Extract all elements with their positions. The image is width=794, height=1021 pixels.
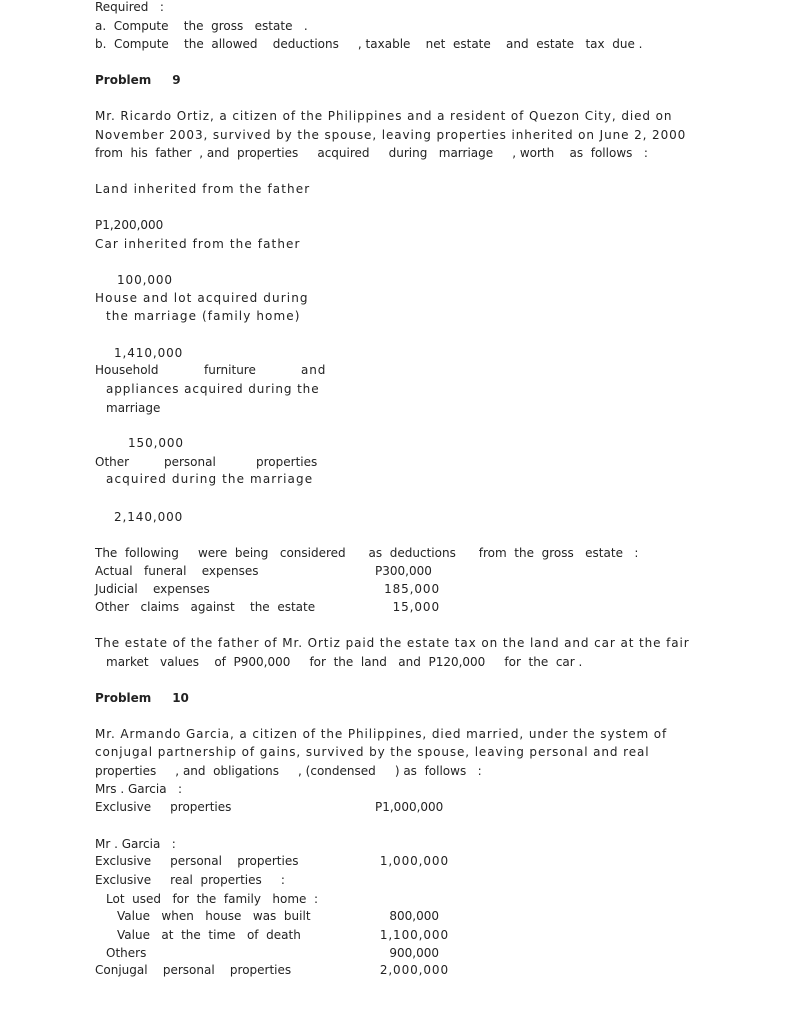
problem-9-heading: Problem 9 [95, 73, 181, 87]
item-other-label-2: acquired during the marriage [106, 472, 314, 486]
mr-exclusive-real-label: Exclusive real properties : [95, 873, 285, 887]
p10-intro-line1: Mr. Armando Garcia, a citizen of the Philippines, died married, under the system of [95, 727, 668, 741]
item-household-label-3: marriage [106, 401, 161, 415]
item-house-label-2: the marriage (family home) [106, 309, 301, 323]
deductions-intro: The following were being considered as deductions from the gross estate : [95, 546, 639, 560]
value-when-built-amount: 800,000 [389, 909, 439, 923]
item-other-label-1a: Other [95, 455, 130, 469]
conjugal-personal-label: Conjugal personal properties [95, 963, 292, 977]
item-household-label-1b: furniture [204, 363, 256, 377]
value-when-built-label: Value when house was built [117, 909, 311, 923]
mr-garcia-label: Mr . Garcia : [95, 837, 176, 851]
item-car-label: Car inherited from the father [95, 237, 301, 251]
deduction-funeral-value: P300,000 [375, 564, 432, 578]
value-at-death-label: Value at the time of death [117, 928, 301, 942]
lot-family-home-label: Lot used for the family home : [106, 892, 319, 906]
item-household-label-2: appliances acquired during the [106, 382, 320, 396]
deduction-judicial-label: Judicial expenses [95, 582, 210, 596]
item-land-value: P1,200,000 [95, 218, 164, 232]
p9-intro-line3: from his father , and properties acquired during marriage , worth as follows : [95, 146, 648, 160]
deduction-claims-value: 15,000 [392, 600, 440, 614]
required-label: Required : [95, 0, 164, 14]
item-house-label-1: House and lot acquired during [95, 291, 309, 305]
others-label: Others [106, 946, 147, 960]
item-other-value: 2,140,000 [114, 510, 184, 524]
mrs-exclusive-label: Exclusive properties [95, 800, 232, 814]
others-amount: 900,000 [389, 946, 439, 960]
mrs-exclusive-value: P1,000,000 [375, 800, 444, 814]
requirement-b: b. Compute the allowed deductions , taxable net estate and estate tax due . [95, 37, 643, 51]
item-household-label-1c: and [301, 363, 327, 377]
problem-10-heading: Problem 10 [95, 691, 189, 705]
p9-intro-line2: November 2003, survived by the spouse, leaving properties inherited on June 2, 2000 [95, 128, 687, 142]
item-household-value: 150,000 [128, 436, 184, 450]
item-land-label: Land inherited from the father [95, 182, 311, 196]
deduction-claims-label: Other claims against the estate [95, 600, 316, 614]
item-other-label-1b: personal [164, 455, 216, 469]
mrs-garcia-label: Mrs . Garcia : [95, 782, 183, 796]
mr-exclusive-personal-value: 1,000,000 [379, 854, 449, 868]
value-at-death-amount: 1,100,000 [379, 928, 449, 942]
p9-note-line1: The estate of the father of Mr. Ortiz paid the estate tax on the land and car at the fair [95, 636, 690, 650]
mr-exclusive-personal-label: Exclusive personal properties [95, 854, 299, 868]
requirement-a: a. Compute the gross estate . [95, 19, 308, 33]
item-house-value: 1,410,000 [114, 346, 184, 360]
p10-intro-line3: properties , and obligations , (condensed ) as follows : [95, 764, 482, 778]
conjugal-personal-amount: 2,000,000 [379, 963, 449, 977]
p9-intro-line1: Mr. Ricardo Ortiz, a citizen of the Philippines and a resident of Quezon City, died on [95, 109, 673, 123]
deduction-judicial-value: 185,000 [384, 582, 440, 596]
item-car-value: 100,000 [117, 273, 173, 287]
deduction-funeral-label: Actual funeral expenses [95, 564, 259, 578]
p9-note-line2: market values of P900,000 for the land and P120,000 for the car . [106, 655, 583, 669]
p10-intro-line2: conjugal partnership of gains, survived by the spouse, leaving personal and real [95, 745, 650, 759]
item-household-label-1a: Household [95, 363, 159, 377]
item-other-label-1c: properties [256, 455, 318, 469]
